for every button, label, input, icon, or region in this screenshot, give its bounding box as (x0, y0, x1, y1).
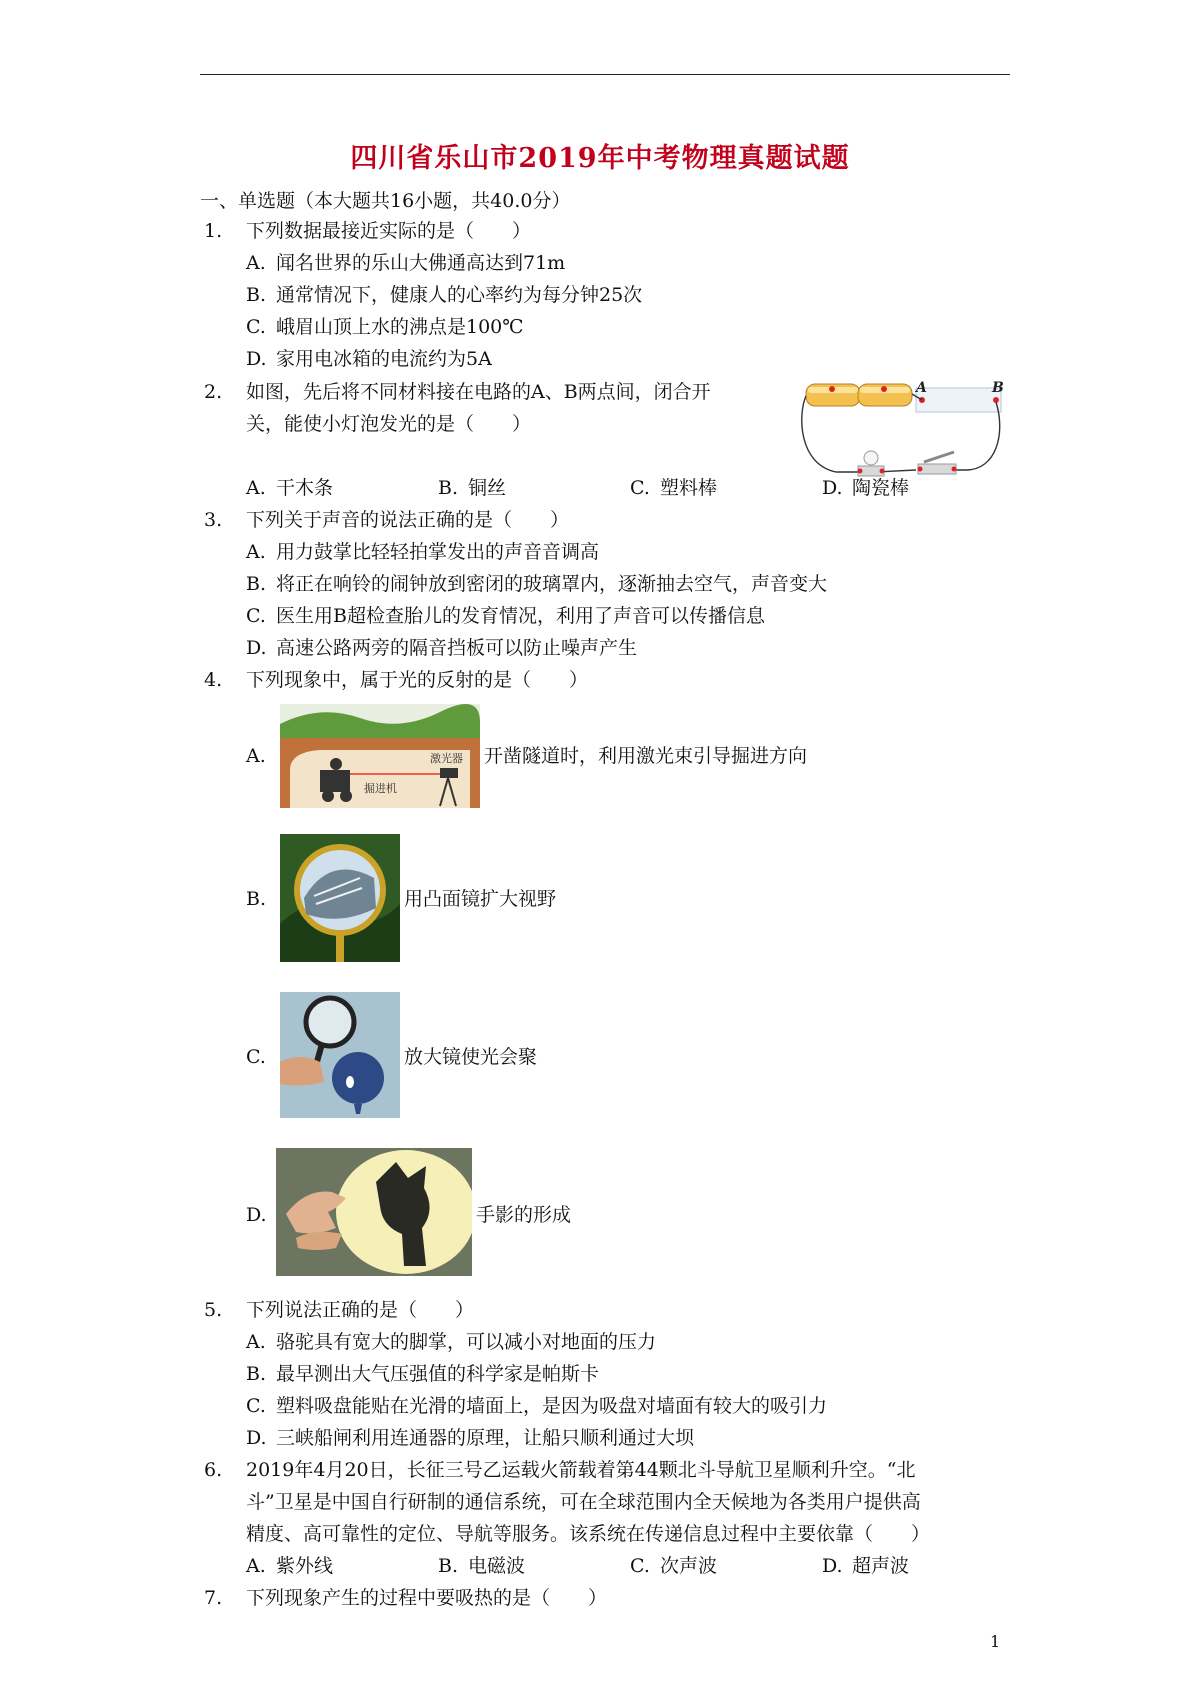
q4-option-a-text: 开凿隧道时，利用激光束引导掘进方向 (484, 745, 808, 767)
q5-number: 5. (204, 1299, 223, 1321)
q3-option-d[interactable]: D. 高速公路两旁的隔音挡板可以防止噪声产生 (246, 637, 638, 659)
q6-stem-line2: 斗”卫星是中国自行研制的通信系统，可在全球范围内全天候地为各类用户提供高 (246, 1491, 921, 1513)
q5-option-a[interactable]: A. 骆驼具有宽大的脚掌，可以减小对地面的压力 (246, 1331, 657, 1353)
q2-option-a[interactable]: A. 干木条 (246, 477, 334, 499)
convex-mirror-image[interactable] (280, 834, 400, 962)
page-title: 四川省乐山市2019年中考物理真题试题 (350, 143, 850, 174)
q1-option-c[interactable]: C. 峨眉山顶上水的沸点是100℃ (246, 316, 524, 338)
q4-stem: 下列现象中，属于光的反射的是（ ） (246, 669, 589, 691)
q4-option-b-letter: B. (246, 888, 267, 910)
q4-option-a-letter: A. (246, 745, 266, 767)
q6-option-b[interactable]: B. 电磁波 (438, 1555, 526, 1577)
q3-option-b[interactable]: B. 将正在响铃的闹钟放到密闭的玻璃罩内，逐渐抽去空气，声音变大 (246, 573, 828, 595)
q4-option-c-text: 放大镜使光会聚 (404, 1046, 538, 1068)
q1-number: 1. (204, 220, 223, 242)
q5-stem: 下列说法正确的是（ ） (246, 1299, 475, 1321)
q1-stem: 下列数据最接近实际的是（ ） (246, 220, 532, 242)
q4-option-d-text: 手影的形成 (476, 1204, 572, 1226)
q1-option-d[interactable]: D. 家用电冰箱的电流约为5A (246, 348, 492, 370)
q6-stem-line3: 精度、高可靠性的定位、导航等服务。该系统在传递信息过程中主要依靠（ ） (246, 1523, 931, 1545)
circuit-label-b: B (992, 380, 1004, 396)
q2-stem-line1: 如图，先后将不同材料接在电路的A、B两点间，闭合开 (246, 381, 711, 403)
magnifier-image[interactable] (280, 992, 400, 1118)
circuit-figure (796, 374, 1006, 480)
q2-number: 2. (204, 381, 223, 403)
q5-option-d[interactable]: D. 三峡船闸利用连通器的原理，让船只顺利通过大坝 (246, 1427, 695, 1449)
hand-shadow-image[interactable] (276, 1148, 472, 1276)
q4-option-b-text: 用凸面镜扩大视野 (404, 888, 557, 910)
q2-stem-line2: 关，能使小灯泡发光的是（ ） (246, 413, 532, 435)
laser-label: 激光器 (430, 752, 463, 765)
section-heading: 一、单选题（本大题共16小题，共40.0分） (200, 190, 571, 212)
q4-number: 4. (204, 669, 223, 691)
q5-option-b[interactable]: B. 最早测出大气压强值的科学家是帕斯卡 (246, 1363, 600, 1385)
page-number: 1 (990, 1632, 1001, 1651)
q4-option-c-letter: C. (246, 1046, 266, 1068)
circuit-label-a: A (916, 380, 927, 396)
q5-option-c[interactable]: C. 塑料吸盘能贴在光滑的墙面上，是因为吸盘对墙面有较大的吸引力 (246, 1395, 828, 1417)
tunnel-laser-image[interactable] (280, 704, 480, 808)
q1-option-a[interactable]: A. 闻名世界的乐山大佛通高达到71m (246, 252, 566, 274)
q7-stem: 下列现象产生的过程中要吸热的是（ ） (246, 1587, 608, 1609)
q2-option-d[interactable]: D. 陶瓷棒 (822, 477, 910, 499)
q3-option-a[interactable]: A. 用力鼓掌比轻轻拍掌发出的声音音调高 (246, 541, 600, 563)
q3-option-c[interactable]: C. 医生用B超检查胎儿的发育情况，利用了声音可以传播信息 (246, 605, 765, 627)
q6-stem-line1: 2019年4月20日，长征三号乙运载火箭载着第44颗北斗导航卫星顺利升空。“北 (246, 1459, 916, 1481)
q4-option-d-letter: D. (246, 1204, 267, 1226)
q2-option-c[interactable]: C. 塑料棒 (630, 477, 718, 499)
q3-stem: 下列关于声音的说法正确的是（ ） (246, 509, 570, 531)
q6-option-c[interactable]: C. 次声波 (630, 1555, 718, 1577)
q7-number: 7. (204, 1587, 223, 1609)
q3-number: 3. (204, 509, 223, 531)
q2-option-b[interactable]: B. 铜丝 (438, 477, 507, 499)
q1-option-b[interactable]: B. 通常情况下，健康人的心率约为每分钟25次 (246, 284, 643, 306)
header-rule (200, 74, 1010, 75)
q6-number: 6. (204, 1459, 223, 1481)
q6-option-a[interactable]: A. 紫外线 (246, 1555, 334, 1577)
machine-label: 掘进机 (364, 782, 397, 795)
q6-option-d[interactable]: D. 超声波 (822, 1555, 910, 1577)
